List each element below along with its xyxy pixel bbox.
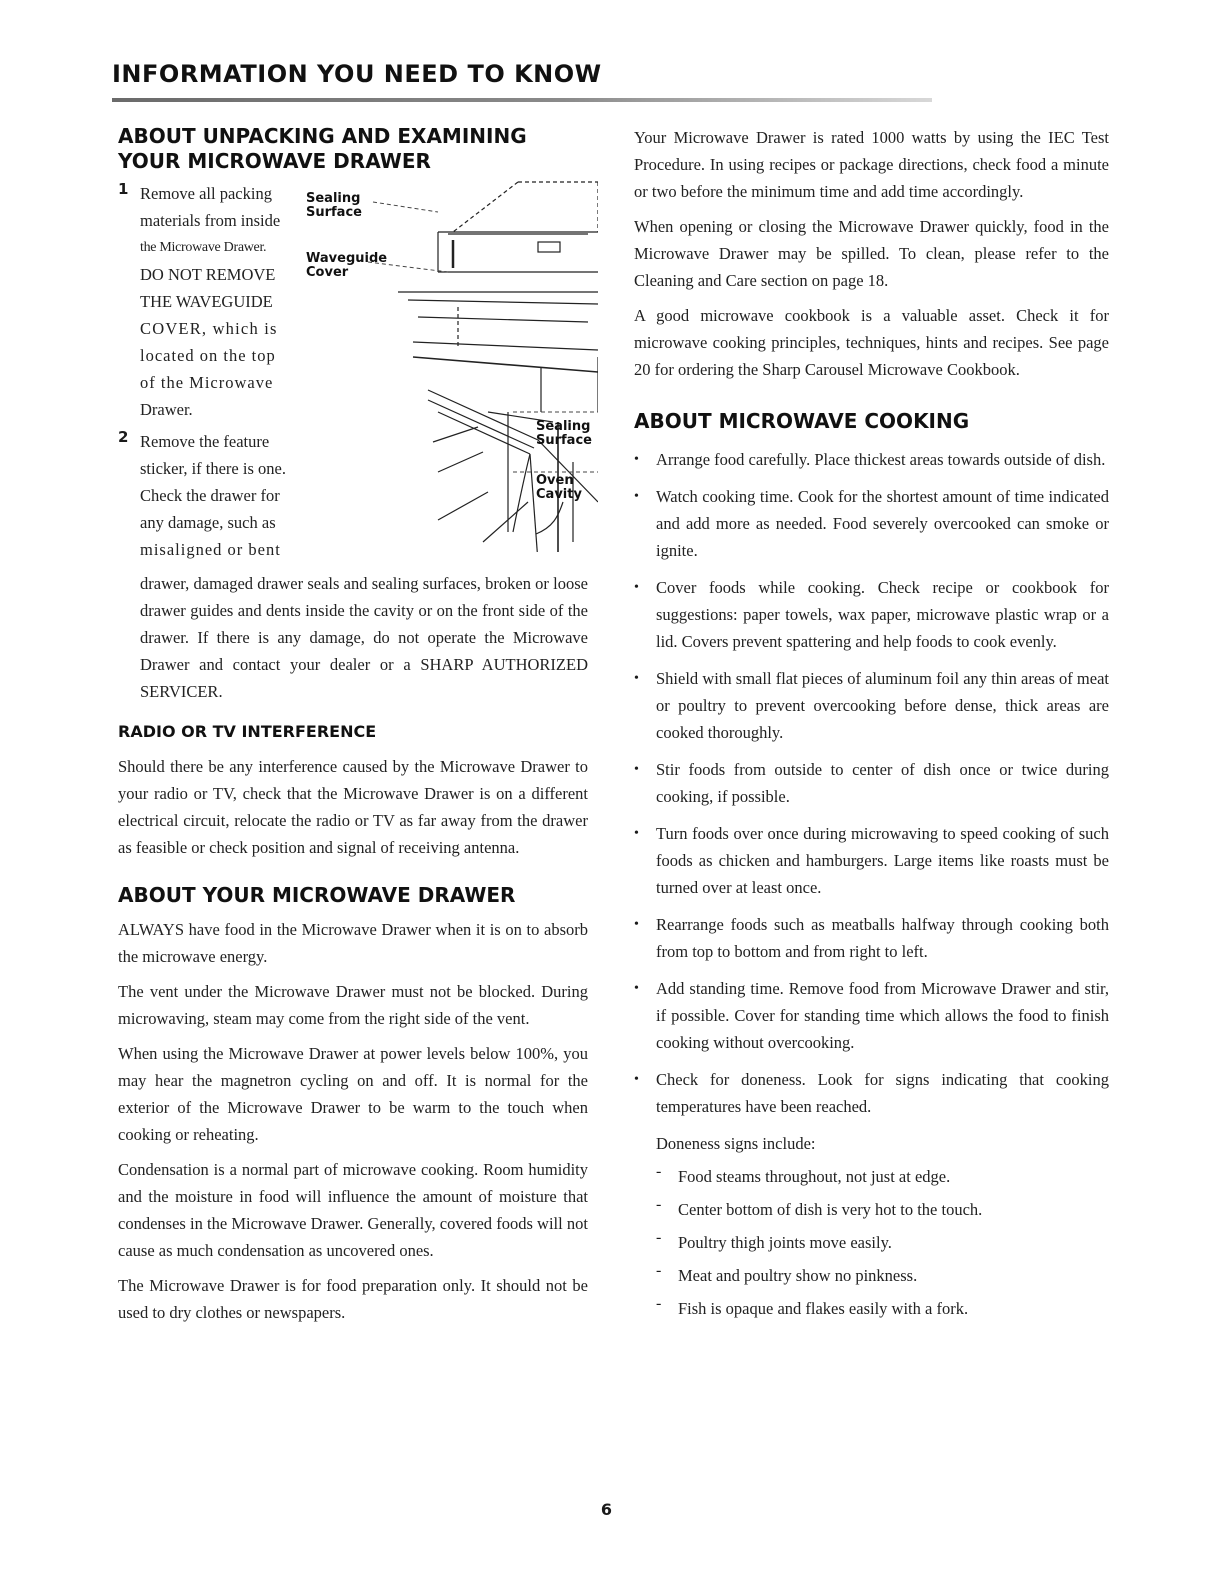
list-item-text: Check for doneness. Look for signs indicating that cooking temperatures have been reached. (656, 1070, 1109, 1116)
label-text: Sealing (306, 191, 361, 206)
page-number: 6 (600, 1500, 613, 1519)
step-1-line: Remove all packing (140, 184, 272, 203)
bullet-icon: • (634, 671, 639, 686)
cooking-heading: ABOUT MICROWAVE COOKING (634, 409, 970, 433)
bullet-icon: • (634, 917, 639, 932)
radio-text: Should there be any interference caused by the Microwave Drawer to your radio or TV, check that the Microwave Drawer is on a different electrical circuit, relocate the radio or TV as far away from the drawer as feasible or check position and signal of receiving antenna. (118, 757, 588, 857)
about-drawer-paragraph: The Microwave Drawer is for food preparation only. It should not be used to dry clothes or newspapers. (118, 1276, 588, 1322)
list-item-text: Watch cooking time. Cook for the shortest amount of time indicated and add more as needed. Food severely overcooked can smoke or ignite. (656, 487, 1109, 560)
list-item (634, 756, 1109, 810)
list-item-text: Food steams throughout, not just at edge. (678, 1167, 951, 1186)
bullet-icon: • (634, 580, 639, 595)
step-2-line: sticker, if there is one. (140, 459, 286, 478)
dash-icon: - (656, 1196, 662, 1213)
label-text: Oven (536, 473, 574, 488)
list-item (634, 1066, 1109, 1120)
right-column (634, 124, 1109, 1328)
list-item-text: Stir foods from outside to center of dish once or twice during cooking, if possible. (656, 760, 1109, 806)
step-1-line: the Microwave Drawer. (140, 240, 267, 255)
header-rule (112, 98, 932, 102)
bullet-icon: • (634, 826, 639, 841)
list-item (634, 665, 1109, 746)
list-item-text: Center bottom of dish is very hot to the touch. (678, 1200, 983, 1219)
cooking-tips-list (634, 446, 1109, 1120)
step-2-text (140, 428, 316, 563)
step-1-line: of the Microwave (140, 373, 274, 392)
step-1-number: 1 (118, 180, 129, 198)
about-drawer-paragraph: The vent under the Microwave Drawer must not be blocked. During microwaving, steam may come from the right side of the vent. (118, 982, 588, 1028)
list-item-text: Rearrange foods such as meatballs halfway through cooking both from top to bottom and from right to left. (656, 915, 1109, 961)
dash-icon: - (656, 1262, 662, 1279)
list-item-text: Poultry thigh joints move easily. (678, 1233, 892, 1252)
step-1-line: Drawer. (140, 400, 193, 419)
bullet-icon: • (634, 452, 639, 467)
unpacking-steps (118, 180, 592, 570)
step-2-number: 2 (118, 428, 129, 446)
step-1-line: THE WAVEGUIDE (140, 292, 273, 311)
step-1-line: located on the top (140, 346, 276, 365)
label-text: Waveguide (306, 251, 388, 266)
label-text: Cover (306, 265, 349, 280)
bullet-icon: • (634, 489, 639, 504)
label-text: Surface (536, 433, 592, 448)
unpacking-heading-line1: ABOUT UNPACKING AND EXAMINING (118, 124, 527, 148)
list-item (656, 1262, 1109, 1289)
about-drawer-paragraph: ALWAYS have food in the Microwave Drawer when it is on to absorb the microwave energy. (118, 920, 588, 966)
list-item (656, 1163, 1109, 1190)
step-1-line: DO NOT REMOVE (140, 265, 276, 284)
label-text: Surface (306, 205, 362, 220)
about-drawer-heading: ABOUT YOUR MICROWAVE DRAWER (118, 883, 516, 907)
bullet-icon: • (634, 1072, 639, 1087)
intro-paragraph: A good microwave cookbook is a valuable asset. Check it for microwave cooking principles, techniques, hints and recipes. See page 20 for ordering the Sharp Carousel Microwave Cookbook. (634, 306, 1109, 379)
label-sealing-surface-right (536, 420, 592, 448)
step-1-line: materials from inside (140, 211, 281, 230)
list-item-text: Add standing time. Remove food from Microwave Drawer and stir, if possible. Cover for standing time which allows the food to finish cooking without overcooking. (656, 979, 1109, 1052)
step-1-text (140, 180, 296, 423)
dash-icon: - (656, 1295, 662, 1312)
radio-heading: RADIO OR TV INTERFERENCE (118, 722, 377, 741)
list-item (634, 975, 1109, 1056)
about-drawer-paragraph: Condensation is a normal part of microwave cooking. Room humidity and the moisture in food will influence the amount of moisture that condenses in the Microwave Drawer. Generally, covered foods will not cause as much condensation as uncovered ones. (118, 1160, 588, 1260)
list-item (634, 574, 1109, 655)
bullet-icon: • (634, 762, 639, 777)
list-item (634, 911, 1109, 965)
unpacking-heading-line2: YOUR MICROWAVE DRAWER (118, 149, 431, 173)
label-text: Sealing (536, 419, 591, 434)
step-2-line: Check the drawer for (140, 486, 280, 505)
dash-icon: - (656, 1163, 662, 1180)
list-item (634, 483, 1109, 564)
bullet-icon: • (634, 981, 639, 996)
list-item-text: Turn foods over once during microwaving to speed cooking of such foods as chicken and hamburgers. Large items like roasts must be turned over at least once. (656, 824, 1109, 897)
intro-paragraph: Your Microwave Drawer is rated 1000 watts by using the IEC Test Procedure. In using recipes or package directions, check food a minute or two before the minimum time and add time accordingly. (634, 128, 1109, 201)
step-2-line: any damage, such as (140, 513, 276, 532)
list-item (656, 1196, 1109, 1223)
list-item-text: Cover foods while cooking. Check recipe or cookbook for suggestions: paper towels, wax paper, microwave plastic wrap or a lid. Covers prevent spattering and help foods to cook evenly. (656, 578, 1109, 651)
doneness-list (634, 1163, 1109, 1322)
list-item (634, 820, 1109, 901)
list-item-text: Meat and poultry show no pinkness. (678, 1266, 918, 1285)
unpacking-heading (118, 124, 588, 174)
label-waveguide-cover (306, 252, 387, 280)
list-item (634, 446, 1109, 473)
step-2-continuation: drawer, damaged drawer seals and sealing surfaces, broken or loose drawer guides and dents inside the cavity or on the front side of the drawer. If there is any damage, do not operate the Microwave Drawer and contact your dealer or a SHARP AUTHORIZED SERVICER. (140, 574, 588, 701)
step-2-line: Remove the feature (140, 432, 270, 451)
about-drawer-paragraph: When using the Microwave Drawer at power levels below 100%, you may hear the magnetron cycling on and off. It is normal for the exterior of the Microwave Drawer to be warm to the touch when cooking or reheating. (118, 1044, 588, 1144)
label-sealing-surface-top (306, 192, 362, 220)
step-1-line: COVER, which is (140, 319, 278, 338)
left-column (118, 124, 592, 1326)
list-item-text: Arrange food carefully. Place thickest areas towards outside of dish. (656, 450, 1106, 469)
label-oven-cavity (536, 474, 582, 502)
label-text: Cavity (536, 487, 582, 502)
doneness-intro: Doneness signs include: (656, 1134, 816, 1153)
intro-paragraph: When opening or closing the Microwave Drawer quickly, food in the Microwave Drawer may be spilled. To clean, please refer to the Cleaning and Care section on page 18. (634, 217, 1109, 290)
list-item-text: Fish is opaque and flakes easily with a fork. (678, 1299, 969, 1318)
page-header: INFORMATION YOU NEED TO KNOW (112, 60, 602, 88)
list-item-text: Shield with small flat pieces of aluminum foil any thin areas of meat or poultry to prevent overcooking before dense, thick areas are cooked thoroughly. (656, 669, 1109, 742)
list-item (656, 1229, 1109, 1256)
dash-icon: - (656, 1229, 662, 1246)
list-item (656, 1295, 1109, 1322)
step-2-line: misaligned or bent (140, 540, 281, 559)
